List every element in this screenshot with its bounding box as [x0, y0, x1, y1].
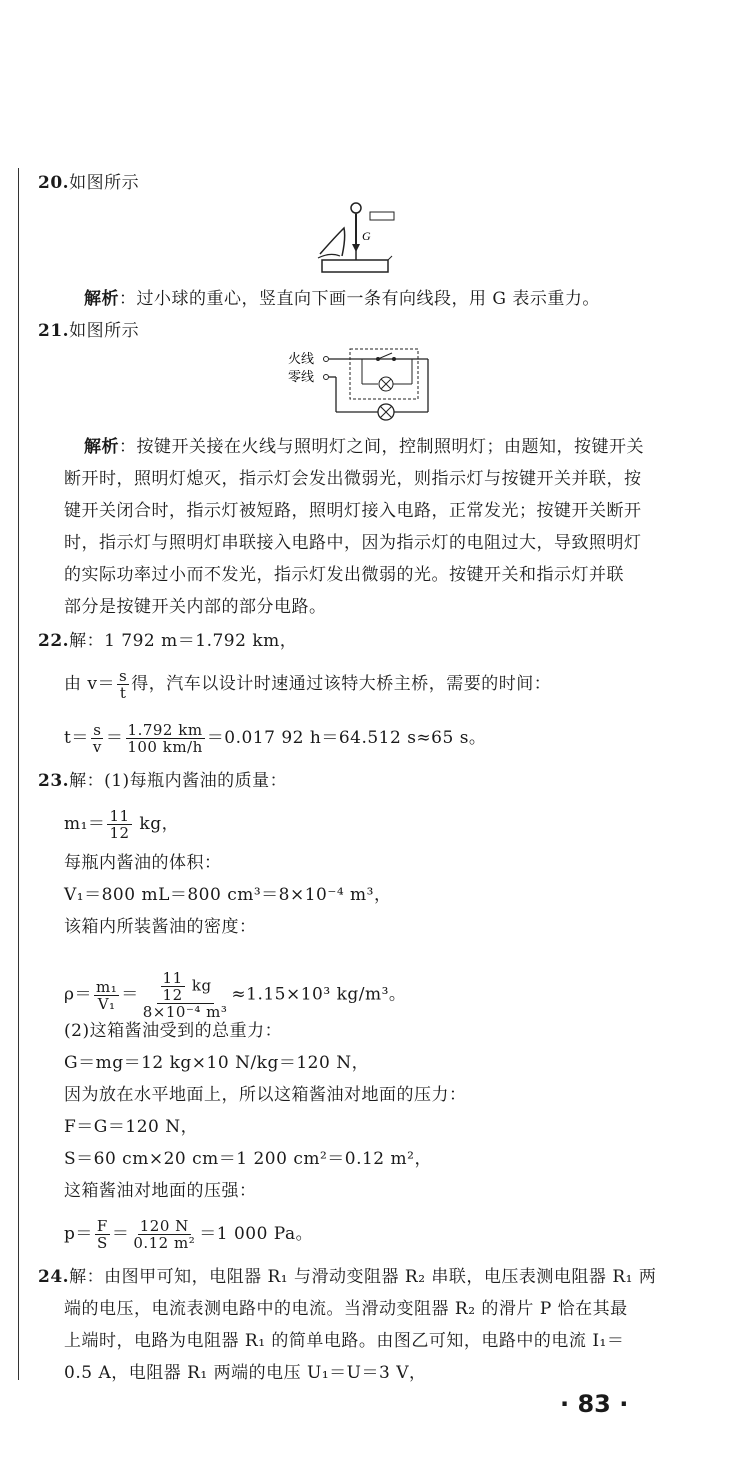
q24-line: 端的电压，电流表测电路中的电流。当滑动变阻器 R₂ 的滑片 P 恰在其最 [64, 1299, 628, 1319]
fraction [131, 1218, 197, 1251]
q20-fig-label: G [362, 229, 371, 243]
q21-analysis-line [84, 436, 644, 458]
q23-line8: G＝mg＝12 kg×10 N/kg＝120 N， [64, 1053, 370, 1073]
q21-analysis-label: 解析 [84, 437, 119, 457]
q20-analysis-text: ：过小球的重心，竖直向下画一条有向线段，用 G 表示重力。 [119, 289, 600, 309]
page-number-value: 83 [577, 1390, 611, 1418]
q20-head-text: 如图所示 [69, 173, 140, 193]
q23-text: m₁＝ [64, 814, 106, 834]
q23-line11: S＝60 cm×20 cm＝1 200 cm²＝0.12 m²， [64, 1149, 432, 1169]
q24-line: 上端时，电路为电阻器 R₁ 的简单电路。由图乙可知，电路中的电流 I₁＝ [64, 1331, 625, 1351]
q21-circuit-diagram [286, 344, 436, 424]
compound-fraction-num [157, 970, 214, 1004]
fraction [91, 722, 104, 755]
fraction [95, 1218, 110, 1251]
fraction-num: 1.792 km [127, 721, 203, 739]
q23-text: ρ＝ [64, 984, 92, 1005]
q23-line4: V₁＝800 mL＝800 cm³＝8×10⁻⁴ m³， [64, 885, 392, 905]
fraction-num: s [93, 721, 102, 739]
fraction-num: 11 [162, 969, 183, 987]
q23-line3: 每瓶内酱油的体积： [64, 853, 222, 873]
fraction-num: 120 N [139, 1217, 189, 1235]
unit: kg [186, 976, 212, 995]
fraction-num: F [96, 1217, 108, 1235]
q23-line1: 解：(1)每瓶内酱油的质量： [69, 771, 288, 791]
q22-line1: 解：1 792 m＝1.792 km， [69, 631, 298, 651]
live-wire-label: 火线 [288, 352, 315, 367]
q23-line6 [64, 970, 406, 1020]
q24-line1: 解：由图甲可知，电阻器 R₁ 与滑动变阻器 R₂ 串联，电压表测电阻器 R₁ 两 [69, 1267, 657, 1287]
fraction-den: t [119, 684, 127, 702]
fraction-den: V₁ [97, 994, 116, 1013]
fraction-den: 100 km/h [127, 738, 203, 756]
fraction-den: v [92, 738, 102, 756]
q22-text: 得，汽车以设计时速通过该特大桥主桥，需要的时间： [131, 674, 552, 694]
fraction-num: m₁ [96, 977, 118, 996]
fraction [117, 668, 129, 701]
fraction-den: 12 [109, 824, 130, 842]
q21-head-text: 如图所示 [69, 321, 140, 341]
fraction-den: S [96, 1234, 108, 1252]
q21-number: 21. [38, 321, 70, 341]
q22-text: ＝ [105, 728, 124, 748]
q22-line2 [64, 668, 551, 701]
q23-line13 [64, 1218, 313, 1251]
q23-text: kg， [133, 814, 180, 834]
q24-line [38, 1266, 656, 1288]
q20-analysis [84, 288, 600, 310]
fraction [94, 979, 119, 1012]
fraction [161, 970, 185, 1003]
q23-text: ≈1.15×10³ kg/m³。 [231, 984, 407, 1005]
q24-line: 0.5 A，电阻器 R₁ 两端的电压 U₁＝U＝3 V， [64, 1363, 427, 1383]
q20-figure [316, 198, 400, 278]
fraction-den: 8×10⁻⁴ m³ [142, 1003, 228, 1021]
q23-text: p＝ [64, 1224, 93, 1244]
q23-text: ＝ [111, 1224, 130, 1244]
q20-heading [38, 172, 139, 194]
q22-line3 [64, 722, 486, 755]
q24-number: 24. [38, 1267, 70, 1287]
q21-analysis-line: 断开时，照明灯熄灭，指示灯会发出微弱光，则指示灯与按键开关并联，按 [64, 469, 642, 489]
margin-line [18, 168, 19, 1380]
q23-line5: 该箱内所装酱油的密度： [64, 917, 257, 937]
q21-analysis-line: 键开关闭合时，指示灯被短路，照明灯接入电路，正常发光；按键开关断开 [64, 501, 642, 521]
q23-line10: F＝G＝120 N， [64, 1117, 199, 1137]
q23-text: ＝ [121, 984, 139, 1005]
q23-line [38, 770, 287, 792]
fraction-num: s [119, 667, 128, 685]
q22-text: 由 v＝ [64, 674, 116, 694]
q22-text: ＝0.017 92 h＝64.512 s≈65 s。 [206, 728, 487, 748]
q21-heading [38, 320, 139, 342]
q22-line [38, 630, 297, 652]
fraction [125, 722, 204, 755]
neutral-wire-label: 零线 [288, 370, 315, 385]
q22-number: 22. [38, 631, 70, 651]
q21-analysis-line: 部分是按键开关内部的部分电路。 [64, 597, 327, 617]
q23-line2 [64, 808, 179, 841]
q23-line7: (2)这箱酱油受到的总重力： [64, 1021, 283, 1041]
q22-text: t＝ [64, 728, 89, 748]
compound-fraction [141, 970, 230, 1020]
q20-number: 20. [38, 173, 70, 193]
q21-analysis-text: ：按键开关接在火线与照明灯之间，控制照明灯；由题知，按键开关 [119, 437, 644, 457]
page-number: · 83 · [560, 1390, 629, 1418]
q23-text: ＝1 000 Pa。 [199, 1224, 314, 1244]
q23-line9: 因为放在水平地面上，所以这箱酱油对地面的压力： [64, 1085, 467, 1105]
q20-analysis-label: 解析 [84, 289, 119, 309]
q23-number: 23. [38, 771, 70, 791]
q23-line12: 这箱酱油对地面的压强： [64, 1181, 257, 1201]
q21-analysis-line: 时，指示灯与照明灯串联接入电路中，因为指示灯的电阻过大，导致照明灯 [64, 533, 642, 553]
fraction-num: 11 [109, 807, 130, 825]
fraction-den: 0.12 m² [133, 1234, 196, 1252]
fraction-den: 12 [162, 986, 183, 1004]
fraction [107, 808, 131, 841]
q21-analysis-line: 的实际功率过小而不发光，指示灯发出微弱的光。按键开关和指示灯并联 [64, 565, 624, 585]
